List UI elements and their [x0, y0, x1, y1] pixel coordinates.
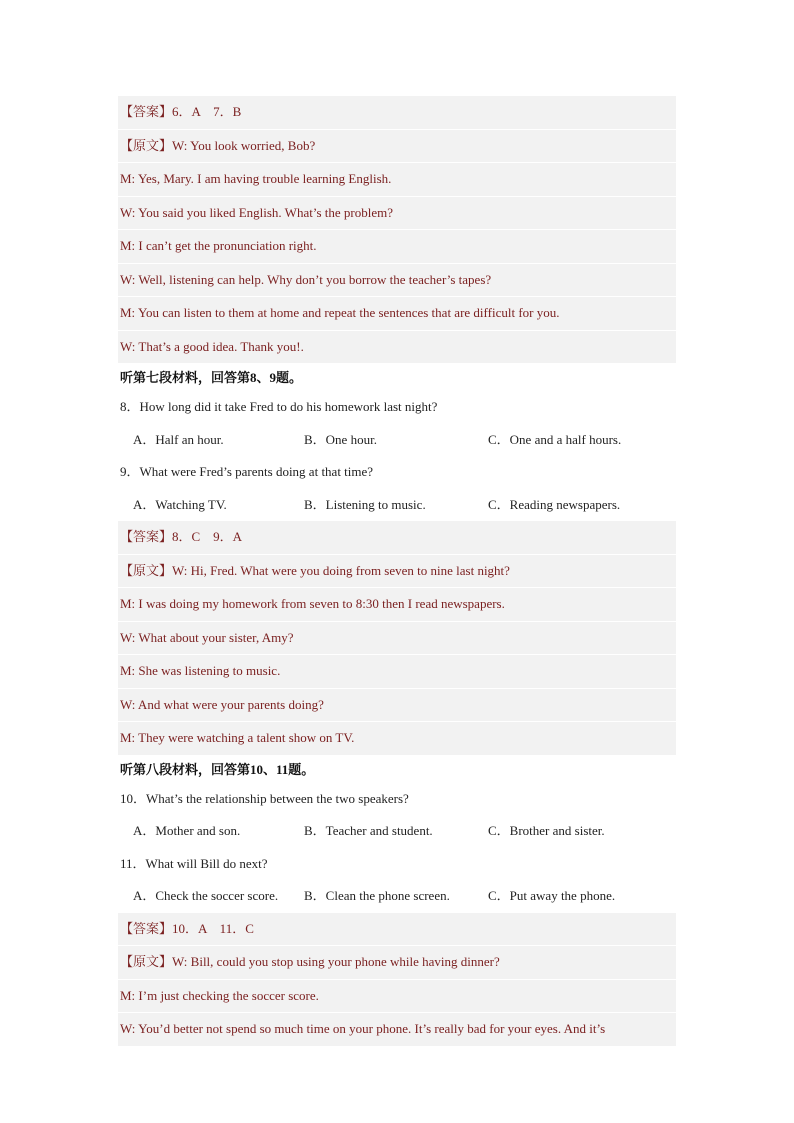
option-a: A．Watching TV. [133, 496, 227, 512]
question-11: 11．What will Bill do next? [120, 855, 268, 871]
transcript-line [118, 555, 676, 589]
option-c: C．One and a half hours. [488, 431, 622, 447]
document-page [118, 96, 676, 1047]
option-a: A．Check the soccer score. [133, 888, 279, 903]
option-b: B．Listening to music. [304, 496, 426, 512]
transcript-line [118, 130, 676, 164]
answer-block-6-7 [118, 96, 676, 364]
options-11 [118, 880, 676, 913]
transcript-line: M: I was doing my homework from seven to 8:30 then I read newspapers. [118, 588, 676, 622]
option-c: C．Put away the phone. [488, 888, 616, 903]
transcript-text: W: Hi, Fred. What were you doing from seven to nine last night? [172, 562, 510, 578]
transcript-line: W: You said you liked English. What’s the problem? [118, 197, 676, 231]
options-10 [118, 815, 676, 848]
transcript-label: 【原文】 [120, 562, 173, 578]
options-8 [118, 424, 676, 457]
transcript-line: M: She was listening to music. [118, 655, 676, 689]
option-b: B．One hour. [304, 431, 377, 447]
transcript-line: M: I can’t get the pronunciation right. [118, 230, 676, 264]
answer-line [118, 521, 676, 555]
transcript-line: W: You’d better not spend so much time on your phone. It’s really bad for your eyes. And it’s [118, 1013, 676, 1047]
question-10: 10．What’s the relationship between the two speakers? [120, 790, 409, 806]
option-a: A．Mother and son. [133, 823, 241, 838]
option-a: A．Half an hour. [133, 431, 224, 447]
transcript-line: W: Well, listening can help. Why don’t you borrow the teacher’s tapes? [118, 264, 676, 298]
transcript-line: M: Yes, Mary. I am having trouble learning English. [118, 163, 676, 197]
transcript-line: W: That’s a good idea. Thank you!. [118, 331, 676, 365]
option-c: C．Brother and sister. [488, 823, 605, 838]
option-b: B．Clean the phone screen. [304, 888, 450, 903]
transcript-label: 【原文】 [120, 954, 173, 969]
transcript-line: M: They were watching a talent show on TV. [118, 722, 676, 756]
transcript-line: M: You can listen to them at home and repeat the sentences that are difficult for you. [118, 297, 676, 331]
option-b: B．Teacher and student. [304, 823, 433, 838]
answer-label: 【答案】 [120, 920, 173, 936]
transcript-text: W: Bill, could you stop using your phone while having dinner? [172, 954, 500, 969]
section-heading-7: 听第七段材料，回答第8、9题。 [120, 370, 303, 385]
options-9 [118, 489, 676, 522]
transcript-line: W: And what were your parents doing? [118, 689, 676, 723]
answer-line [118, 96, 676, 130]
transcript-label: 【原文】 [120, 137, 173, 153]
transcript-text: W: You look worried, Bob? [172, 137, 316, 153]
answer-text: 6．A 7．B [172, 104, 242, 119]
question-9: 9．What were Fred’s parents doing at that time? [120, 464, 374, 479]
answer-text: 10．A 11．C [172, 920, 254, 936]
answer-line [118, 913, 676, 947]
answer-text: 8．C 9．A [172, 529, 243, 544]
answer-block-8-9 [118, 521, 676, 756]
transcript-line: W: What about your sister, Amy? [118, 622, 676, 656]
transcript-line [118, 946, 676, 980]
question-8: 8．How long did it take Fred to do his homework last night? [120, 399, 438, 414]
answer-label: 【答案】 [120, 529, 173, 544]
answer-label: 【答案】 [120, 104, 173, 119]
answer-block-10-11 [118, 913, 676, 1047]
option-c: C．Reading newspapers. [488, 496, 621, 512]
section-heading-8: 听第八段材料，回答第10、11题。 [120, 761, 315, 777]
transcript-line: M: I’m just checking the soccer score. [118, 980, 676, 1014]
